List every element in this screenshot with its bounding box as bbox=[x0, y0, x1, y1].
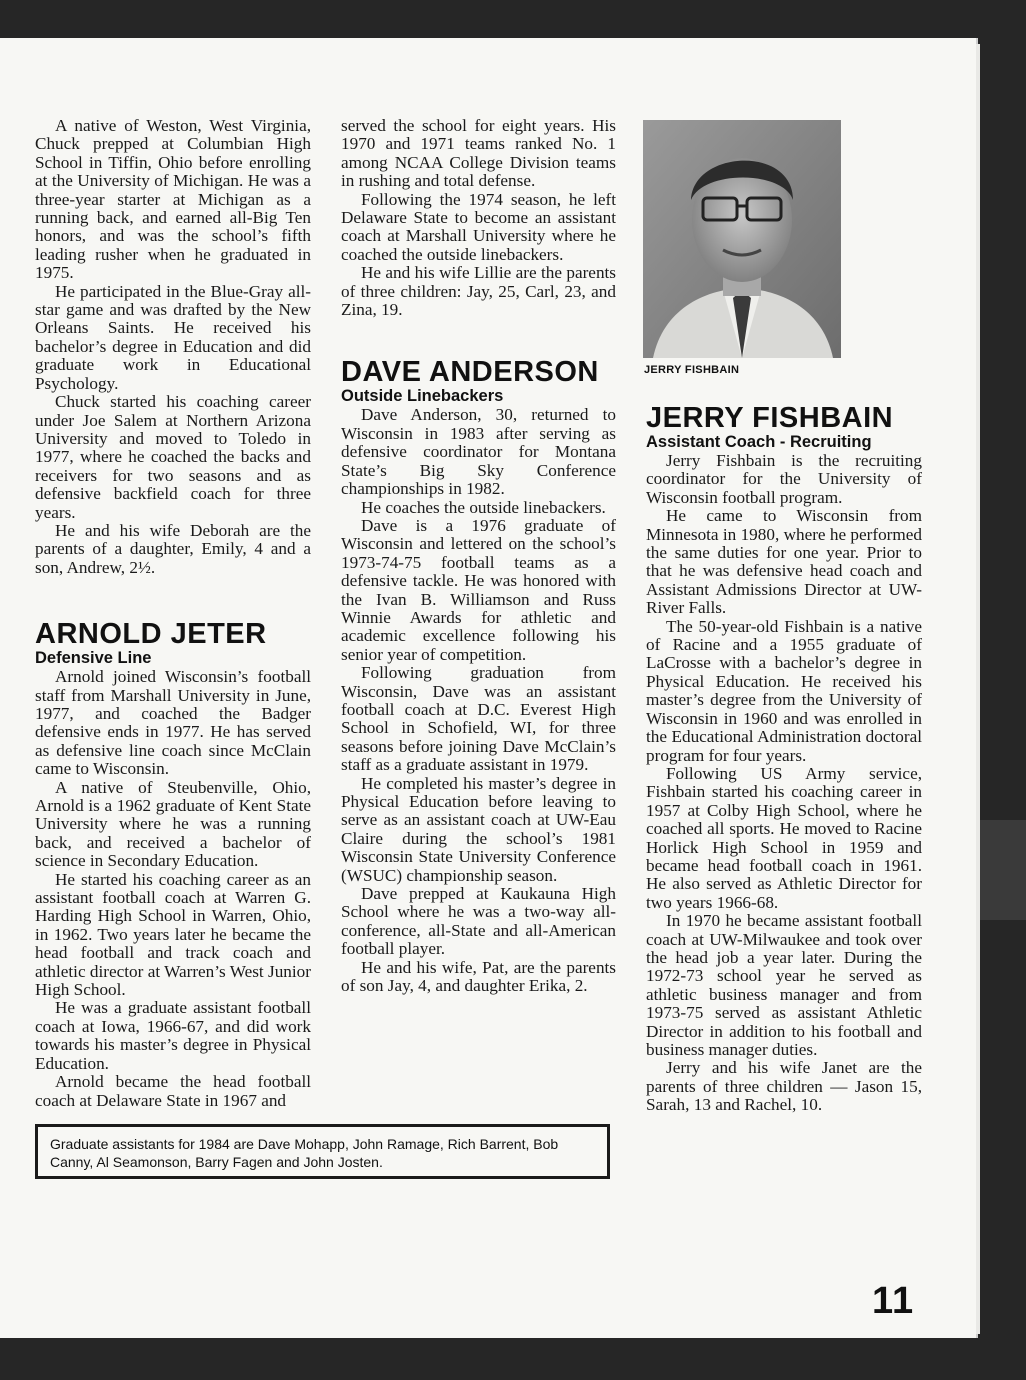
section-anderson bbox=[341, 357, 616, 995]
bio-paragraph: He and his wife Deborah are the parents of a daughter, Emily, 4 and a son, Andrew, 2½. bbox=[35, 520, 311, 577]
bio-paragraph: He and his wife Lillie are the parents of three children: Jay, 25, Carl, 23, and Zina, 19. bbox=[341, 263, 616, 320]
bio-paragraph: He was a graduate assistant football coach at Iowa, 1966-67, and did work towards his master’s degree in Physical Education. bbox=[35, 998, 311, 1073]
portrait-illustration bbox=[643, 120, 841, 358]
coach-portrait-photo bbox=[643, 120, 841, 358]
bio-paragraph: He participated in the Blue-Gray all-star game and was drafted by the New Orleans Saints. He received his bachelor’s degree in Education and did graduate work in Educational Psychology. bbox=[35, 281, 311, 393]
column-left bbox=[35, 117, 311, 1110]
section-fishbain bbox=[646, 403, 922, 1115]
column-right bbox=[646, 402, 922, 1115]
column-middle bbox=[341, 117, 616, 995]
section-jeter bbox=[35, 619, 311, 1110]
bio-paragraph: He came to Wisconsin from Minnesota in 1980, where he performed the same duties for one year. Prior to that he was defensive head coach and Assistant Admissions Director at UW-River Falls. bbox=[646, 506, 922, 618]
bio-paragraph: A native of Weston, West Virginia, Chuck prepped at Columbian High School in Tiffin, Ohio before enrolling at the University of Michigan. He was a three-year starter at Michigan as a running back, and earned all-Big Ten honors, and was the school’s fifth leading rusher when he graduated in 1975. bbox=[35, 116, 311, 283]
bio-paragraph: He and his wife, Pat, are the parents of son Jay, 4, and daughter Erika, 2. bbox=[341, 957, 616, 996]
graduate-assistants-note: Graduate assistants for 1984 are Dave Mohapp, John Ramage, Rich Barrent, Bob Canny, Al Seamonson, Barry Fagen and John Josten. bbox=[35, 1124, 610, 1179]
coach-name-heading: ARNOLD JETER bbox=[35, 618, 267, 651]
background-strip bbox=[980, 820, 1026, 920]
bio-paragraph: The 50-year-old Fishbain is a native of Racine and a 1955 graduate of LaCrosse with a bachelor’s degree in Physical Education. He received his master’s degree from the University of Wisconsin in 1960 and was enrolled in the Educational Administration doctoral program for four years. bbox=[646, 616, 922, 765]
coach-name-heading: DAVE ANDERSON bbox=[341, 356, 599, 389]
bio-paragraph: Following US Army service, Fishbain started his coaching career in 1957 at Colby High School, where he coached all sports. He moved to Racine Horlick High School in 1959 and became head football coach in 1961. He also served as Athletic Director for two years 1966-68. bbox=[646, 763, 922, 912]
bio-paragraph: Dave prepped at Kaukauna High School where he was a two-way all-conference, all-State and all-American football player. bbox=[341, 884, 616, 959]
coach-role-subheading: Assistant Coach - Recruiting bbox=[646, 433, 872, 451]
page-edge bbox=[976, 44, 980, 1334]
bio-paragraph: He started his coaching career as an assistant football coach at Warren G. Harding High School in Warren, Ohio, in 1962. Two years later he became the head football and track coach and athletic director at Warren’s West Junior High School. bbox=[35, 869, 311, 1000]
bio-paragraph: Jerry Fishbain is the recruiting coordinator for the University of Wisconsin football program. bbox=[646, 451, 922, 507]
bio-paragraph: Chuck started his coaching career under Joe Salem at Northern Arizona University and moved to Toledo in 1977, where he coached the backs and receivers for two seasons and as defensive backfield coach for three years. bbox=[35, 392, 311, 522]
page-number: 11 bbox=[872, 1280, 915, 1322]
bio-paragraph: In 1970 he became assistant football coach at UW-Milwaukee and took over the head job a year later. During the 1972-73 school year he served as athletic business manager and from 1973-75 served as assistant Athletic Director in addition to his football and business manager duties. bbox=[646, 911, 922, 1059]
bio-paragraph: He completed his master’s degree in Physical Education before leaving to serve as an assistant coach at UW-Eau Claire during the school’s 1981 Wisconsin State University Conference (WSUC) championship season. bbox=[341, 773, 616, 885]
photo-caption: JERRY FISHBAIN bbox=[644, 364, 740, 376]
coach-name-heading: JERRY FISHBAIN bbox=[646, 402, 894, 434]
bio-paragraph: Dave is a 1976 graduate of Wisconsin and lettered on the school’s 1973-74-75 football teams as a defensive tackle. He was honored with the Ivan B. Williamson and Russ Winnie Awards for athletic and academic excellence following his senior year of competition. bbox=[341, 515, 616, 664]
bio-paragraph: Jerry and his wife Janet are the parents of three children — Jason 15, Sarah, 13 and Rachel, 10. bbox=[646, 1058, 922, 1115]
bio-paragraph: Following graduation from Wisconsin, Dave was an assistant football coach at D.C. Everest High School in Schofield, WI, for three seasons before joining Dave McClain’s staff as a graduate assistant in 1979. bbox=[341, 663, 616, 775]
bio-paragraph: Following the 1974 season, he left Delaware State to become an assistant coach at Marshall University where he coached the outside linebackers. bbox=[341, 189, 616, 264]
coach-role-subheading: Outside Linebackers bbox=[341, 387, 504, 406]
bio-paragraph: Dave Anderson, 30, returned to Wisconsin in 1983 after serving as defensive coordinator for Montana State’s Big Sky Conference championships in 1982. bbox=[341, 405, 616, 499]
bio-paragraph: served the school for eight years. His 1970 and 1971 teams ranked No. 1 among NCAA College Division teams in rushing and total defense. bbox=[341, 116, 616, 191]
bio-paragraph: Arnold became the head football coach at Delaware State in 1967 and bbox=[35, 1072, 311, 1110]
coach-role-subheading: Defensive Line bbox=[35, 649, 152, 668]
bio-paragraph: A native of Steubenville, Ohio, Arnold is a 1962 graduate of Kent State University where he was a running back, and received a bachelor of science in Secondary Education. bbox=[35, 777, 311, 871]
bio-paragraph: Arnold joined Wisconsin’s football staff from Marshall University in June, 1977, and coached the Badger defensive ends in 1977. He has served as defensive line coach since McClain came to Wisconsin. bbox=[35, 667, 311, 779]
bio-paragraph: He coaches the outside linebackers. bbox=[361, 497, 606, 517]
